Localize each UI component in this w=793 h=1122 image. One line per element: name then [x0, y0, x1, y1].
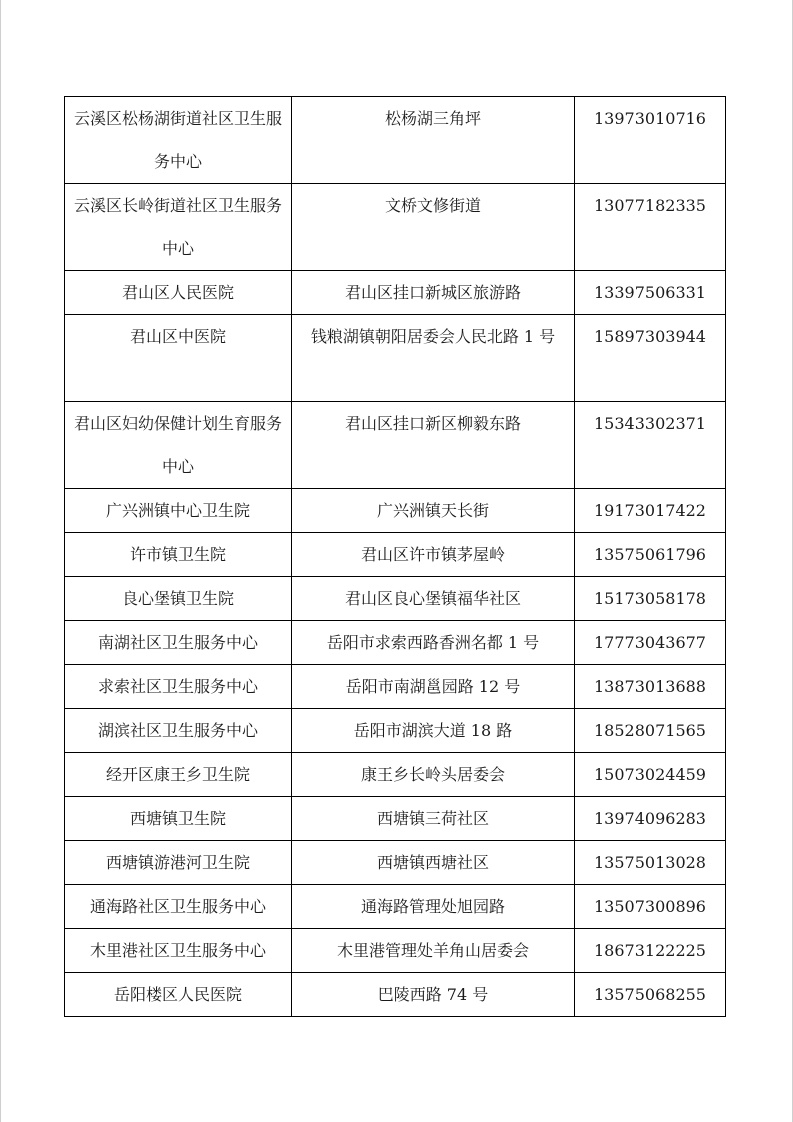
clinic-directory-table: [64, 96, 726, 1017]
clinic-name-cell: 良心堡镇卫生院: [65, 577, 292, 621]
clinic-phone-cell: 13973010716: [575, 97, 726, 184]
table-row: [65, 841, 726, 885]
table-row: [65, 885, 726, 929]
clinic-name-cell: 岳阳楼区人民医院: [65, 973, 292, 1017]
table-row: [65, 709, 726, 753]
table-row: [65, 577, 726, 621]
clinic-address-cell: 松杨湖三角坪: [292, 97, 575, 184]
clinic-name-cell: 求索社区卫生服务中心: [65, 665, 292, 709]
clinic-address-cell: 通海路管理处旭园路: [292, 885, 575, 929]
clinic-address-cell: 岳阳市湖滨大道 18 路: [292, 709, 575, 753]
clinic-phone-cell: 15173058178: [575, 577, 726, 621]
clinic-name-cell: 君山区妇幼保健计划生育服务中心: [65, 402, 292, 489]
clinic-address-cell: 广兴洲镇天长街: [292, 489, 575, 533]
table-row: [65, 973, 726, 1017]
table-row: [65, 489, 726, 533]
clinic-phone-cell: 15343302371: [575, 402, 726, 489]
clinic-address-cell: 君山区挂口新城区旅游路: [292, 271, 575, 315]
clinic-phone-cell: 13397506331: [575, 271, 726, 315]
clinic-phone-cell: 13575068255: [575, 973, 726, 1017]
clinic-name-cell: 西塘镇卫生院: [65, 797, 292, 841]
clinic-phone-cell: 13507300896: [575, 885, 726, 929]
clinic-name-cell: 云溪区长岭街道社区卫生服务中心: [65, 184, 292, 271]
clinic-address-cell: 君山区挂口新区柳毅东路: [292, 402, 575, 489]
clinic-address-cell: 康王乡长岭头居委会: [292, 753, 575, 797]
clinic-phone-cell: 13575013028: [575, 841, 726, 885]
table-row: [65, 271, 726, 315]
clinic-name-cell: 君山区中医院: [65, 315, 292, 402]
clinic-phone-cell: 18673122225: [575, 929, 726, 973]
clinic-phone-cell: 15073024459: [575, 753, 726, 797]
clinic-address-cell: 岳阳市南湖邕园路 12 号: [292, 665, 575, 709]
clinic-address-cell: 钱粮湖镇朝阳居委会人民北路 1 号: [292, 315, 575, 402]
table-row: [65, 929, 726, 973]
clinic-name-cell: 君山区人民医院: [65, 271, 292, 315]
clinic-address-cell: 文桥文修街道: [292, 184, 575, 271]
clinic-name-cell: 通海路社区卫生服务中心: [65, 885, 292, 929]
table-row: [65, 621, 726, 665]
table-row: [65, 753, 726, 797]
table-row: [65, 97, 726, 184]
clinic-phone-cell: 13974096283: [575, 797, 726, 841]
clinic-name-cell: 木里港社区卫生服务中心: [65, 929, 292, 973]
table-row: [65, 533, 726, 577]
clinic-address-cell: 君山区许市镇茅屋岭: [292, 533, 575, 577]
clinic-phone-cell: 15897303944: [575, 315, 726, 402]
clinic-phone-cell: 13873013688: [575, 665, 726, 709]
clinic-address-cell: 岳阳市求索西路香洲名都 1 号: [292, 621, 575, 665]
clinic-phone-cell: 13575061796: [575, 533, 726, 577]
clinic-name-cell: 云溪区松杨湖街道社区卫生服务中心: [65, 97, 292, 184]
clinic-address-cell: 西塘镇西塘社区: [292, 841, 575, 885]
clinic-name-cell: 经开区康王乡卫生院: [65, 753, 292, 797]
clinic-address-cell: 君山区良心堡镇福华社区: [292, 577, 575, 621]
table-row: [65, 665, 726, 709]
table-row: [65, 184, 726, 271]
clinic-phone-cell: 19173017422: [575, 489, 726, 533]
clinic-phone-cell: 13077182335: [575, 184, 726, 271]
clinic-address-cell: 木里港管理处羊角山居委会: [292, 929, 575, 973]
table-row: [65, 797, 726, 841]
table-row: [65, 315, 726, 402]
clinic-name-cell: 广兴洲镇中心卫生院: [65, 489, 292, 533]
clinic-name-cell: 西塘镇游港河卫生院: [65, 841, 292, 885]
clinic-name-cell: 许市镇卫生院: [65, 533, 292, 577]
clinic-name-cell: 湖滨社区卫生服务中心: [65, 709, 292, 753]
clinic-name-cell: 南湖社区卫生服务中心: [65, 621, 292, 665]
clinic-phone-cell: 18528071565: [575, 709, 726, 753]
clinic-address-cell: 巴陵西路 74 号: [292, 973, 575, 1017]
clinic-address-cell: 西塘镇三荷社区: [292, 797, 575, 841]
table-row: [65, 402, 726, 489]
page-edge-left: [0, 0, 1, 1122]
clinic-phone-cell: 17773043677: [575, 621, 726, 665]
